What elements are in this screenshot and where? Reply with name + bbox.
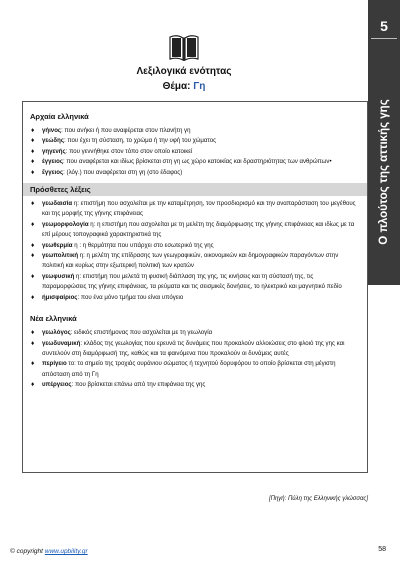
vocab-term: γηγενής [42,147,66,155]
vocab-term: περίγειο [42,360,67,368]
vocab-entry [31,136,359,146]
vocab-entry [31,147,359,157]
vocab-entry [31,241,359,251]
section-title-modern: Νέα ελληνικά [30,314,77,324]
chapter-divider [371,38,397,39]
chapter-title: Ο πλούτος της αττικής γης [378,99,390,245]
diamond-bullet-icon: ♦ [31,381,35,389]
chapter-number: 5 [380,18,388,34]
section-title-ancient: Αρχαία ελληνικά [30,112,89,121]
vocab-term: υπέργειος [42,381,72,389]
vocab-term: γεωλόγος [42,329,71,337]
vocab-entry [31,359,359,380]
vocab-definition: η : η θερμότητα που υπάρχει στο εσωτερικό της γης [72,241,214,249]
vocab-definition: η: επιστήμη που μελετά τη φυσική διάπλαση της γης, τις κινήσεις και τη σύστασή της, τις παραμορφώσεις της γήινης επιφάνειας, τα ρεύματα και τις σεισμικές δονήσεις, το ηλεκτρικό και μαγνητικό πεδίο [42,272,342,291]
chapter-side-tab [368,0,400,285]
copyright-text: © copyright [10,548,43,555]
vocab-entry [31,199,359,220]
vocab-entry [31,328,359,338]
diamond-bullet-icon: ♦ [31,137,35,145]
page-subtitle [0,81,368,92]
vocab-entry [31,126,359,136]
vocab-term: ήμισφαίριος [42,293,78,301]
page-number: 58 [378,546,386,553]
vocab-definition: : κλάδος της γεωλογίας που ερευνά τις δυνάμεις που προκαλούν αλλοιώσεις στο φλοιό της γης και συντελούν στη διαμόρφωσή της, καθώς και τα φαινόμενα που προκαλούν οι δυνάμεις αυτές [42,339,345,357]
vocab-entry [31,168,359,178]
vocab-entry [31,251,359,272]
vocab-term: ἔγγειος [42,168,64,176]
vocab-term: γεωφυσική [42,272,75,280]
vocab-entry [31,380,359,390]
diamond-bullet-icon: ♦ [31,127,35,134]
diamond-bullet-icon: ♦ [31,200,35,208]
diamond-bullet-icon: ♦ [31,220,35,228]
vocab-term: έγγειος [42,158,64,166]
source-note: [Πηγή: Πύλη της Ελληνικής γλώσσας] [268,496,368,502]
vocab-entry [31,293,359,303]
vocab-definition: η: η μελέτη της επίδρασης των γεωγραφικών, οικονομικών και δημογραφικών παραγόντων στην πολιτική και κυρίως στην εξωτερική πολιτική των κρατών [42,252,339,270]
additional-words-list [23,196,367,303]
vocab-entry [31,157,359,167]
vocab-definition: : ειδικός επιστήμονας που ασχολείται με τη γεωλογία [70,329,213,337]
vocab-term: γεωμορφολογία [42,220,89,228]
vocab-definition: : που έχει τη σύσταση, το χρώμα ή την υφή του χώματος [64,137,217,145]
vocabulary-box [22,101,368,473]
theme-value: Γη [193,81,206,92]
open-book-icon [167,30,201,64]
vocab-term: γεωθερμία [42,241,73,249]
section-title-additional: Πρόσθετες λέξεις [23,183,367,196]
vocab-definition: : που γεννήθηκε στον τόπο στον οποίο κατοικεί [65,147,193,155]
footer [10,548,88,555]
diamond-bullet-icon: ♦ [31,272,35,280]
diamond-bullet-icon: ♦ [31,147,35,155]
vocab-entry [31,339,359,360]
vocab-term: γεωδαισία [42,200,73,208]
page-title: Λεξιλογικά ενότητας [136,66,232,77]
vocab-definition: : (λόγ.) που αναφέρεται στη γη (στο έδαφος) [63,168,183,176]
website-link[interactable]: www.upbility.gr [44,548,88,555]
vocab-term: γεωπολιτική [42,252,79,260]
diamond-bullet-icon: ♦ [31,339,35,347]
vocab-term: γεωδυναμική [42,339,81,347]
vocab-entry [31,220,359,241]
diamond-bullet-icon: ♦ [31,158,35,166]
vocab-definition: : που βρίσκεται επάνω από την επιφάνεια της γης [71,381,206,389]
diamond-bullet-icon: ♦ [31,252,35,260]
diamond-bullet-icon: ♦ [31,241,35,249]
vocab-definition: η: επιστήμη που ασχολείται με την καταμέτρηση, τον προσδιορισμό και την αναπαράσταση του μεγέθους και της μορφής της γήινης επιφάνειας [42,200,356,218]
vocab-definition: η: η επιστήμη που ασχολείται με τη μελέτη της διαμόρφωσης της γήινης επιφάνειας και ιδίως με τα επί μέρους τοπογραφικά χαρακτηριστικά της [42,220,355,239]
diamond-bullet-icon: ♦ [31,360,35,368]
vocab-term: γήινος [42,127,62,134]
vocab-definition: το: το σημείο της τροχιάς ουράνιου σώματος ή τεχνητού δορυφόρου το οποίο βρίσκεται στη μέγιστη απόσταση από τη Γη [42,360,336,378]
vocab-definition: : που αναφέρεται και ιδίως βρίσκεται στη γη ως χώρο κατοικίας και δραστηριότητας των ανθρώπων• [63,158,332,166]
vocab-term: γεώδης [42,137,65,145]
ancient-words-list [23,123,367,178]
modern-words-list [23,325,367,390]
diamond-bullet-icon: ♦ [31,329,35,337]
vocab-definition: : που ένα μόνο τμήμα του είναι υπόγειο [77,293,184,301]
vocab-entry [31,272,359,293]
diamond-bullet-icon: ♦ [31,168,35,176]
vocab-definition: : που ανήκει ή που αναφέρεται στον πλανήτη γη [61,127,191,134]
diamond-bullet-icon: ♦ [31,293,35,301]
theme-label: Θέμα: [162,81,191,92]
